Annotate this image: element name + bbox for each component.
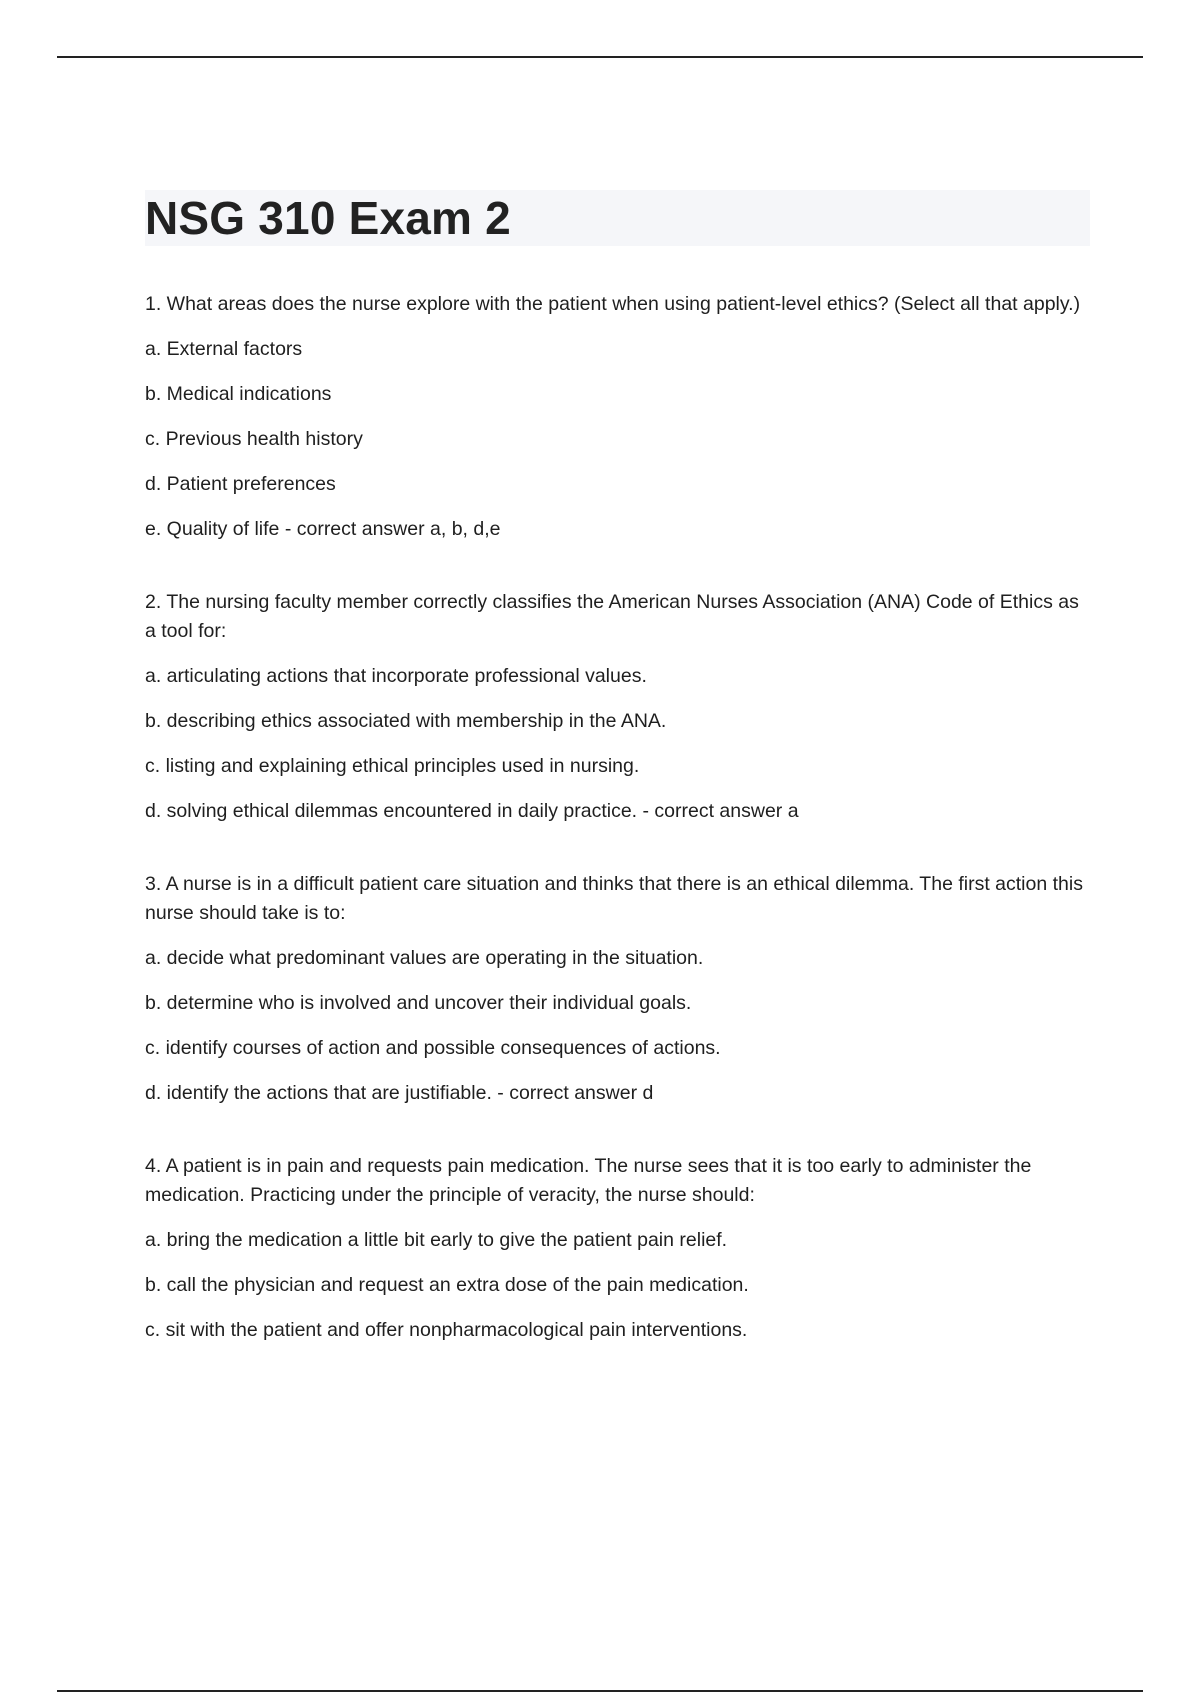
answer-option: c. listing and explaining ethical principles used in nursing. bbox=[145, 755, 640, 777]
answer-option: c. Previous health history bbox=[145, 428, 363, 450]
page-bottom-rule bbox=[57, 1690, 1143, 1692]
document-title: NSG 310 Exam 2 bbox=[145, 192, 511, 244]
question-text: 4. A patient is in pain and requests pain medication. The nurse sees that it is too early to administer the medication. Practicing under the principle of veracity, the nurse should: bbox=[145, 1155, 1032, 1206]
answer-option: e. Quality of life - correct answer a, b, d,e bbox=[145, 518, 501, 540]
question-text: 2. The nursing faculty member correctly classifies the American Nurses Association (ANA) Code of Ethics as a tool for: bbox=[145, 591, 1079, 642]
page-top-rule bbox=[57, 56, 1143, 58]
answer-option: d. identify the actions that are justifiable. - correct answer d bbox=[145, 1082, 654, 1104]
answer-option: b. call the physician and request an extra dose of the pain medication. bbox=[145, 1274, 749, 1296]
question-1 bbox=[145, 290, 1090, 544]
answer-option: c. sit with the patient and offer nonpharmacological pain interventions. bbox=[145, 1319, 748, 1341]
title-band bbox=[145, 190, 1090, 246]
answer-option: a. decide what predominant values are operating in the situation. bbox=[145, 947, 704, 969]
answer-option: a. bring the medication a little bit early to give the patient pain relief. bbox=[145, 1229, 728, 1251]
question-text: 1. What areas does the nurse explore with the patient when using patient-level ethics? (Select all that apply.) bbox=[145, 293, 1081, 315]
question-4 bbox=[145, 1152, 1090, 1345]
question-3 bbox=[145, 870, 1090, 1108]
answer-option: d. solving ethical dilemmas encountered in daily practice. - correct answer a bbox=[145, 800, 799, 822]
answer-option: a. External factors bbox=[145, 338, 303, 360]
answer-option: c. identify courses of action and possible consequences of actions. bbox=[145, 1037, 721, 1059]
question-2 bbox=[145, 588, 1090, 826]
answer-option: b. describing ethics associated with membership in the ANA. bbox=[145, 710, 667, 732]
document-body bbox=[145, 190, 1090, 1389]
answer-option: d. Patient preferences bbox=[145, 473, 336, 495]
answer-option: b. Medical indications bbox=[145, 383, 332, 405]
question-text: 3. A nurse is in a difficult patient care situation and thinks that there is an ethical dilemma. The first action this nurse should take is to: bbox=[145, 873, 1083, 924]
answer-option: a. articulating actions that incorporate professional values. bbox=[145, 665, 647, 687]
answer-option: b. determine who is involved and uncover their individual goals. bbox=[145, 992, 692, 1014]
